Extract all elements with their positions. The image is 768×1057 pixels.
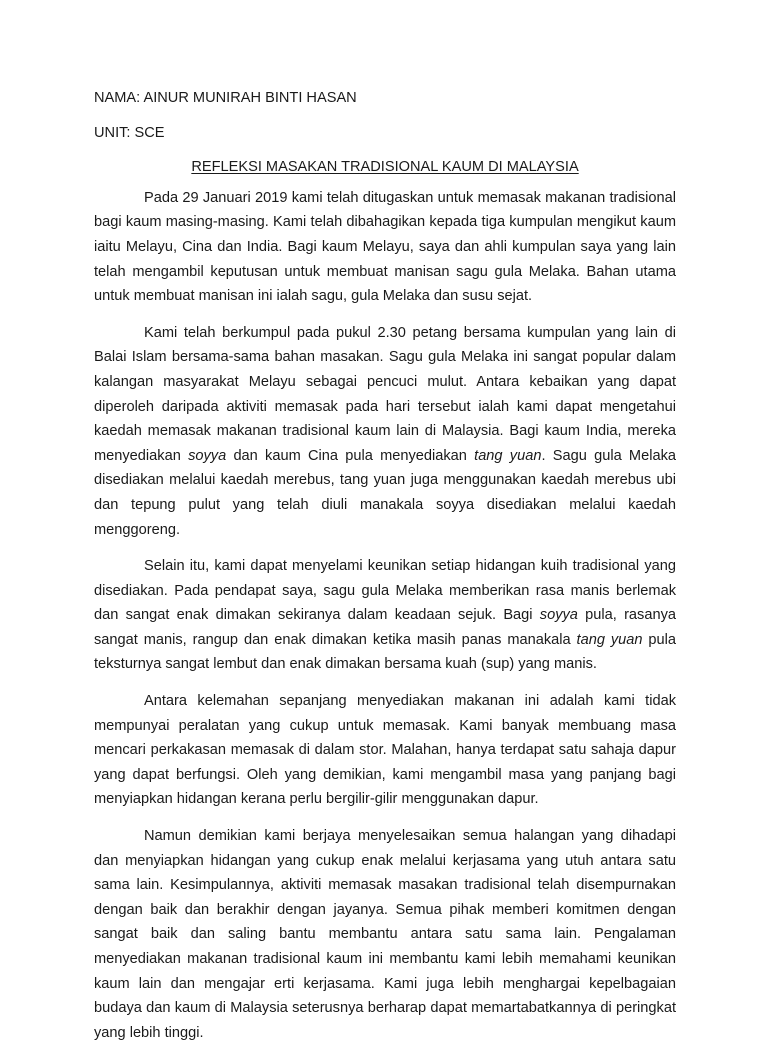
paragraph-3-text-c: pula teksturnya sangat lembut dan enak dimakan bersama kuah (sup) yang manis.	[94, 631, 676, 673]
paragraph-3-italic-tang-yuan: tang yuan	[576, 631, 643, 648]
student-name: NAMA: AINUR MUNIRAH BINTI HASAN	[94, 90, 357, 106]
paragraph-4: Antara kelemahan sepanjang menyediakan makanan ini adalah kami tidak mempunyai peralatan yang cukup untuk memasak. Kami banyak membuang masa mencari perkakasan memasak di dalam stor. Malahan, hanya terdapat satu sahaja dapur yang dapat berfungsi. Oleh yang demikian, kami mengambil masa yang panjang bagi menyiapkan hidangan kerana perlu bergilir-gilir menggunakan dapur.	[94, 693, 676, 808]
paragraph-2-italic-soyya: soyya	[188, 447, 227, 464]
paragraph-3-italic-soyya: soyya	[539, 607, 578, 624]
paragraph-2	[94, 321, 676, 542]
paragraph-5: Namun demikian kami berjaya menyelesaikan semua halangan yang dihadapi dan menyiapkan hidangan yang cukup enak melalui kerjasama yang utuh antara satu sama lain. Kesimpulannya, aktiviti memasak masakan tradisional telah disempurnakan dengan baik dan berakhir dengan jayanya. Semua pihak memberi komitmen dengan sangat baik dan saling bantu membantu antara satu sama lain. Pengalaman menyediakan makanan tradisional kaum ini membantu kami lebih memahami keunikan kaum lain dan mengajar erti kerjasama. Kami juga lebih menghargai kepelbagaian budaya dan kaum di Malaysia seterusnya berharap dapat memartabatkannya di peringkat yang lebih tinggi.	[94, 828, 676, 1041]
paragraph-2-text-a: Kami telah berkumpul pada pukul 2.30 petang bersama kumpulan yang lain di Balai Islam bersama-sama bahan masakan. Sagu gula Melaka ini sangat popular dalam kalangan masyarakat Melayu sebagai pencuci mulut. Antara kebaikan yang dapat diperoleh daripada aktiviti memasak pada hari tersebut ialah kami dapat mengetahui kaedah memasak makanan tradisional kaum lain di Malaysia. Bagi kaum India, mereka menyediakan	[94, 324, 676, 464]
paragraph-2-italic-tang-yuan: tang yuan	[474, 447, 542, 464]
paragraph-3-text-b: pula, rasanya sangat manis, rangup dan enak dimakan ketika masih panas manakala	[94, 607, 676, 648]
document-page	[94, 86, 676, 1057]
paragraph-2-text-c: . Sagu gula Melaka disediakan melalui kaedah merebus, tang yuan juga menggunakan kaedah merebus ubi dan tepung pulut yang telah diuli manakala soyya disediakan melalui kaedah menggoreng.	[94, 447, 676, 538]
paragraph-3-text-a: Selain itu, kami dapat menyelami keunikan setiap hidangan kuih tradisional yang disediakan. Pada pendapat saya, sagu gula Melaka memberikan rasa manis berlemak dan sangat enak dimakan sekiranya dalam keadaan sejuk. Bagi	[94, 558, 676, 624]
paragraph-2-text-b: dan kaum Cina pula menyediakan	[226, 447, 475, 464]
paragraph-3	[94, 554, 676, 677]
student-unit: UNIT: SCE	[94, 124, 165, 141]
document-title: REFLEKSI MASAKAN TRADISIONAL KAUM DI MALAYSIA	[191, 159, 579, 176]
paragraph-1: Pada 29 Januari 2019 kami telah ditugaskan untuk memasak makanan tradisional bagi kaum masing-masing. Kami telah dibahagikan kepada tiga kumpulan mengikut kaum iaitu Melayu, Cina dan India. Bagi kaum Melayu, saya dan ahli kumpulan saya yang lain telah mengambil keputusan untuk membuat manisan sagu gula Melaka. Bahan utama untuk membuat manisan ini ialah sagu, gula Melaka dan susu sejat.	[94, 189, 676, 305]
